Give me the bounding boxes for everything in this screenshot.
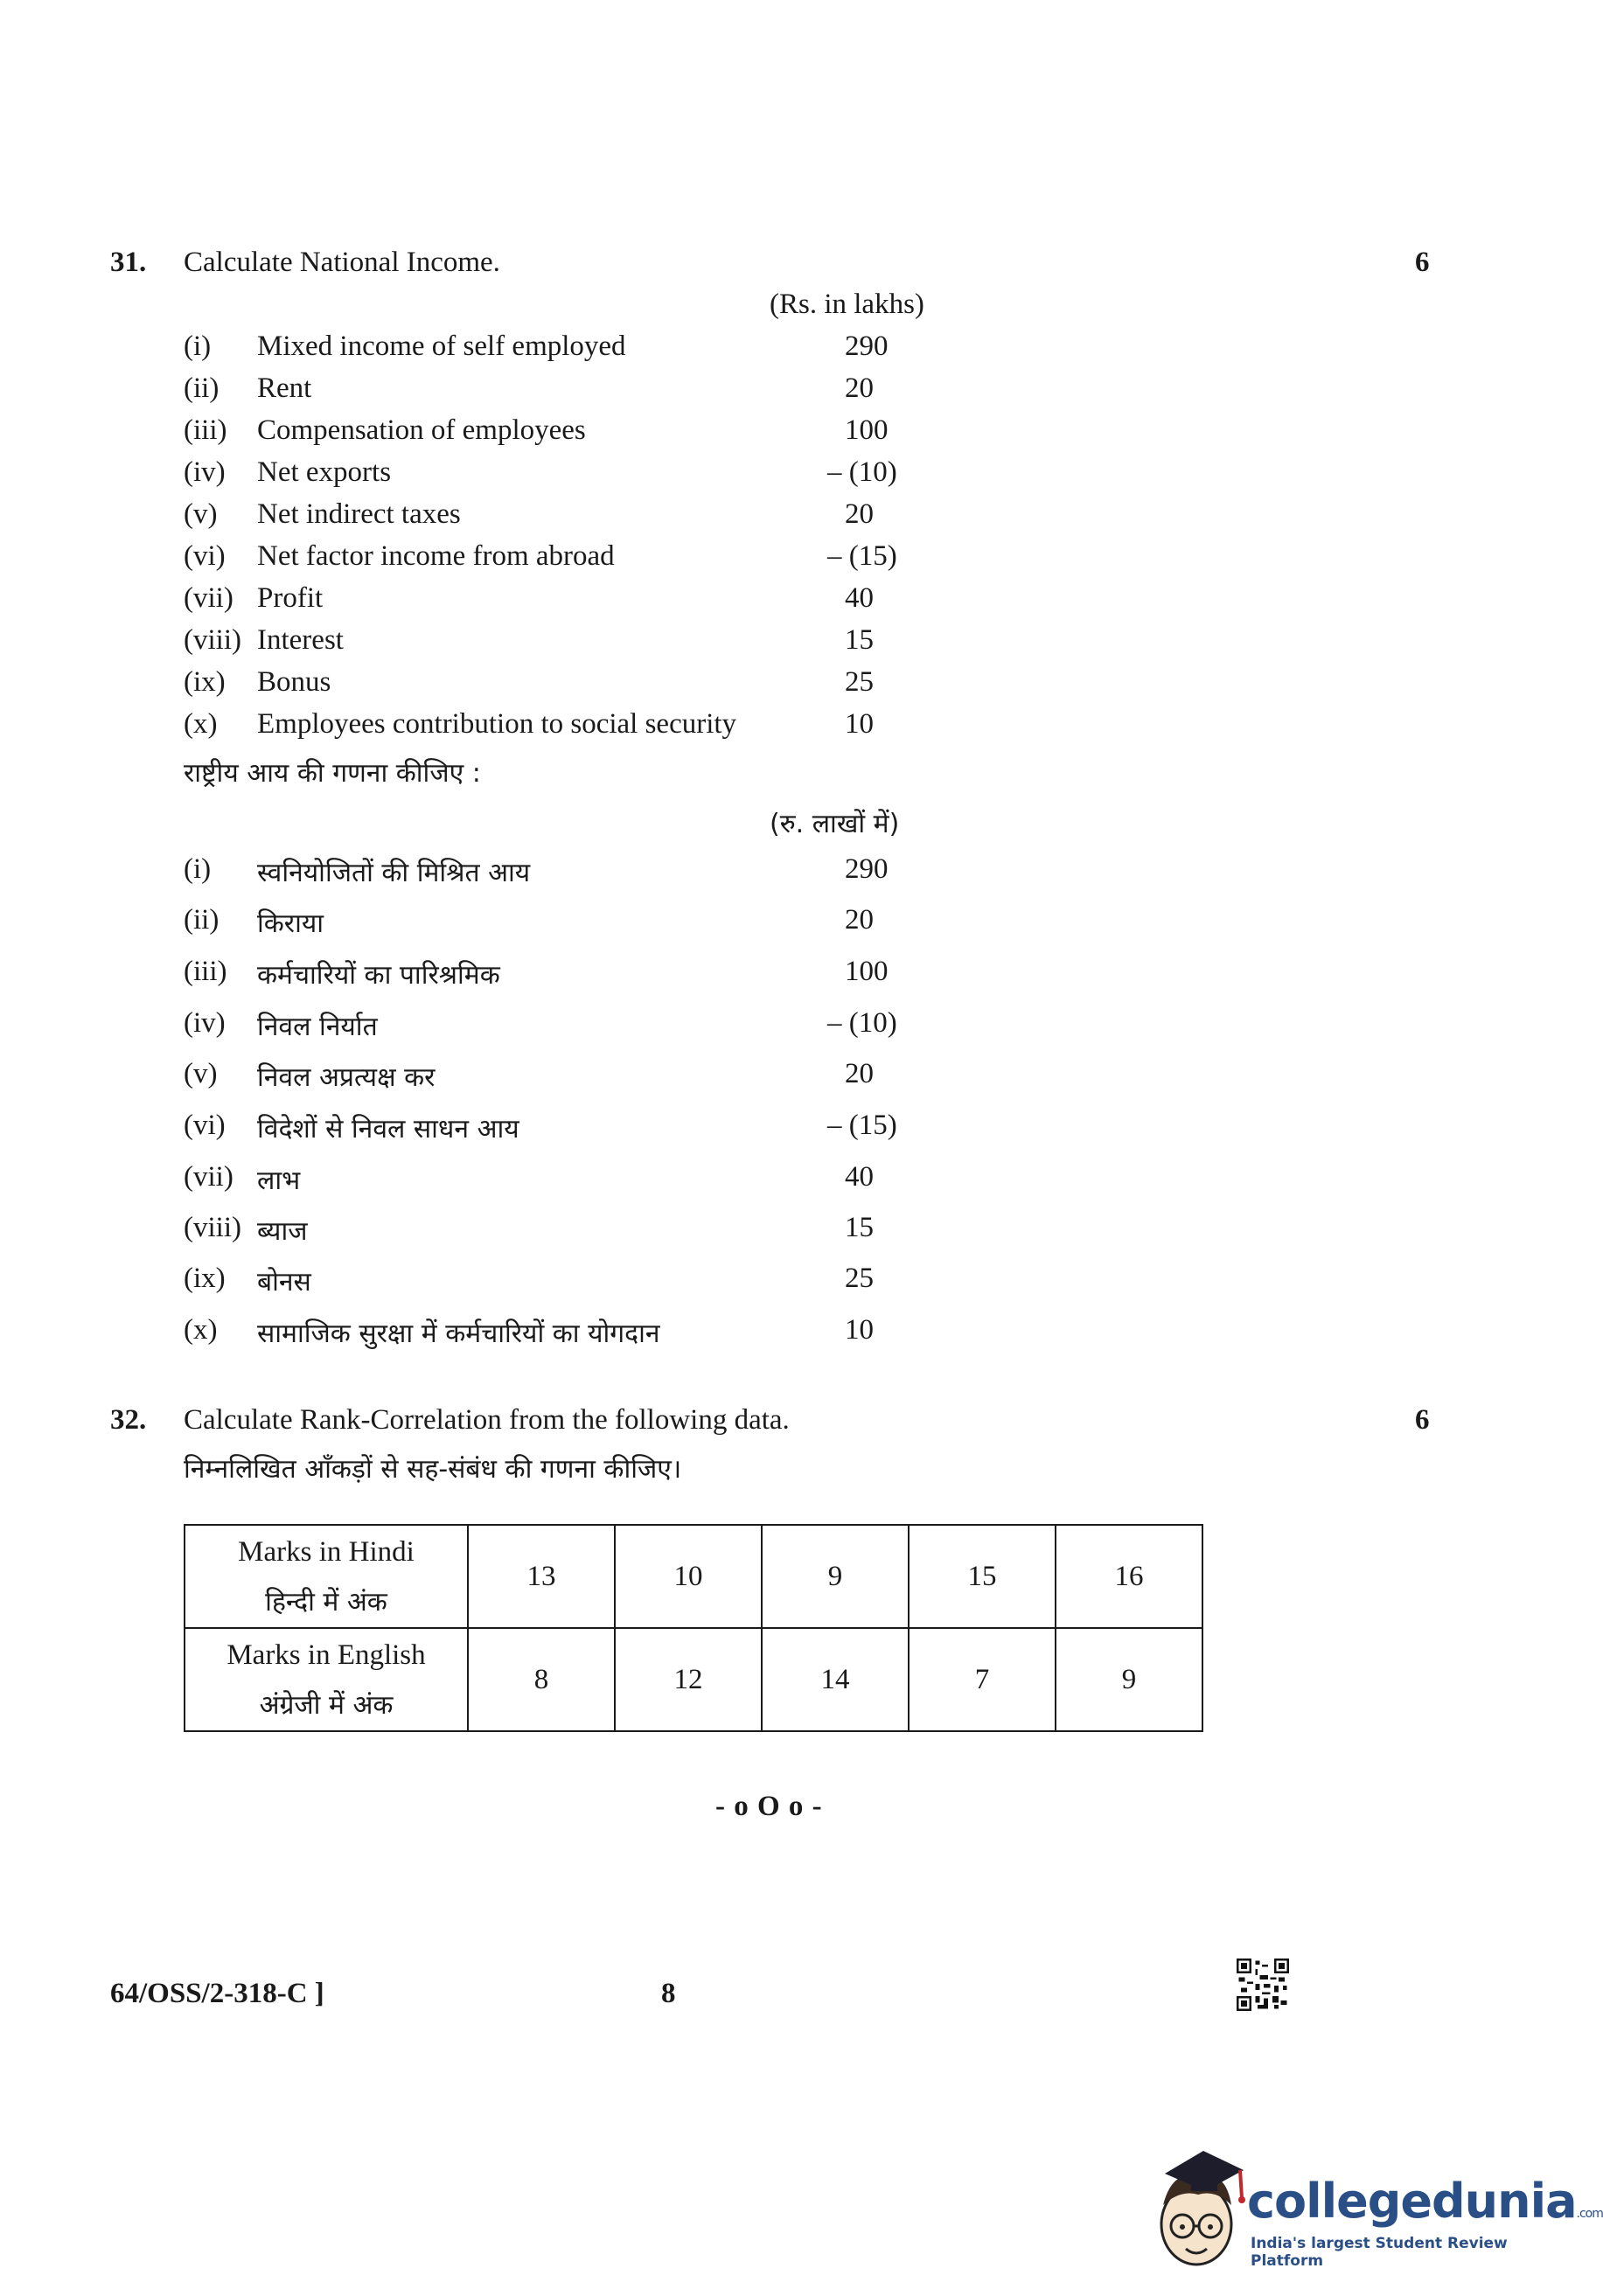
item-value: 290 bbox=[845, 853, 889, 885]
list-item bbox=[0, 1110, 1561, 1151]
list-item bbox=[0, 1212, 1561, 1254]
table-cell: 15 bbox=[909, 1525, 1056, 1628]
item-number: (i) bbox=[184, 853, 212, 885]
table-cell: 7 bbox=[909, 1628, 1056, 1731]
item-number: (vi) bbox=[184, 540, 226, 572]
item-value: – (15) bbox=[827, 540, 897, 572]
item-label: निवल अप्रत्यक्ष कर bbox=[257, 1062, 436, 1093]
logo-wordmark bbox=[1247, 2174, 1603, 2229]
item-label: Net indirect taxes bbox=[257, 498, 461, 530]
row-header-en: Marks in English bbox=[227, 1639, 426, 1672]
end-of-paper-mark: - o O o - bbox=[715, 1791, 823, 1822]
item-number: (iv) bbox=[184, 1007, 226, 1039]
item-label: स्वनियोजितों की मिश्रित आय bbox=[257, 858, 531, 888]
item-label: किराया bbox=[257, 908, 324, 939]
list-item bbox=[0, 1007, 1561, 1049]
item-value: 15 bbox=[845, 1212, 874, 1243]
question-31-number: 31. bbox=[110, 247, 147, 278]
item-label: Profit bbox=[257, 582, 324, 614]
item-label: बोनस bbox=[257, 1267, 311, 1298]
table-row bbox=[185, 1628, 1202, 1731]
list-item bbox=[0, 1058, 1561, 1100]
item-label: Rent bbox=[257, 372, 312, 404]
item-number: (v) bbox=[184, 498, 218, 530]
item-number: (viii) bbox=[184, 1212, 241, 1243]
unit-label-en: (Rs. in lakhs) bbox=[770, 289, 924, 320]
item-label: Compensation of employees bbox=[257, 414, 586, 446]
item-value: 20 bbox=[845, 498, 874, 530]
list-item bbox=[0, 414, 1561, 456]
item-label: Mixed income of self employed bbox=[257, 330, 626, 362]
list-item bbox=[0, 582, 1561, 624]
item-value: 20 bbox=[845, 904, 874, 936]
list-item bbox=[0, 956, 1561, 998]
logo-suffix: .com bbox=[1576, 2207, 1603, 2221]
item-value: 25 bbox=[845, 1263, 874, 1294]
item-label: Net exports bbox=[257, 456, 392, 488]
list-item bbox=[0, 1314, 1561, 1356]
table-cell: 10 bbox=[615, 1525, 762, 1628]
item-number: (ii) bbox=[184, 904, 220, 936]
item-number: (viii) bbox=[184, 624, 241, 656]
table-cell: 13 bbox=[468, 1525, 615, 1628]
item-label: Bonus bbox=[257, 666, 331, 698]
item-value: 25 bbox=[845, 666, 874, 698]
item-value: – (15) bbox=[827, 1110, 897, 1141]
table-cell: 12 bbox=[615, 1628, 762, 1731]
question-31-marks: 6 bbox=[1415, 247, 1430, 278]
list-item bbox=[0, 853, 1561, 895]
item-label: कर्मचारियों का पारिश्रमिक bbox=[257, 960, 500, 991]
item-value: 100 bbox=[845, 956, 889, 987]
list-item bbox=[0, 904, 1561, 946]
item-value: 290 bbox=[845, 330, 889, 362]
row-header bbox=[185, 1628, 468, 1731]
item-label: Net factor income from abroad bbox=[257, 540, 615, 572]
list-item bbox=[0, 666, 1561, 708]
qr-code-icon bbox=[1237, 1959, 1289, 2011]
item-label: निवल निर्यात bbox=[257, 1012, 378, 1042]
item-value: 20 bbox=[845, 372, 874, 404]
row-header-hi: हिन्दी में अंक bbox=[265, 1586, 387, 1618]
item-number: (ix) bbox=[184, 1263, 226, 1294]
item-label: ब्याज bbox=[257, 1216, 308, 1247]
collegedunia-logo bbox=[1146, 2144, 1603, 2275]
list-item bbox=[0, 1263, 1561, 1305]
item-value: 10 bbox=[845, 1314, 874, 1346]
question-32-text-hindi: निम्नलिखित आँकड़ों से सह-संबंध की गणना कीजिए। bbox=[184, 1454, 682, 1485]
list-item bbox=[0, 708, 1561, 750]
item-number: (iii) bbox=[184, 414, 227, 446]
table-cell: 9 bbox=[1056, 1628, 1202, 1731]
paper-code: 64/OSS/2-318-C ] bbox=[110, 1978, 324, 2009]
list-item bbox=[0, 330, 1561, 372]
question-31-text: Calculate National Income. bbox=[184, 247, 500, 278]
item-value: 15 bbox=[845, 624, 874, 656]
item-label: Interest bbox=[257, 624, 344, 656]
item-value: 20 bbox=[845, 1058, 874, 1089]
list-item bbox=[0, 540, 1561, 582]
item-label: विदेशों से निवल साधन आय bbox=[257, 1114, 519, 1145]
list-item bbox=[0, 624, 1561, 666]
student-mascot-icon bbox=[1146, 2144, 1251, 2275]
list-item bbox=[0, 456, 1561, 498]
item-label: सामाजिक सुरक्षा में कर्मचारियों का योगदान bbox=[257, 1318, 660, 1349]
item-number: (v) bbox=[184, 1058, 218, 1089]
unit-label-hi: (रु. लाखों में) bbox=[770, 809, 900, 839]
item-number: (vi) bbox=[184, 1110, 226, 1141]
row-header-hi: अंग्रेजी में अंक bbox=[259, 1689, 394, 1721]
table-cell: 8 bbox=[468, 1628, 615, 1731]
item-label: लाभ bbox=[257, 1165, 301, 1196]
list-item bbox=[0, 1161, 1561, 1203]
row-header-en: Marks in Hindi bbox=[238, 1536, 415, 1569]
list-item bbox=[0, 498, 1561, 540]
marks-table bbox=[184, 1524, 1203, 1732]
item-number: (i) bbox=[184, 330, 212, 362]
item-value: 10 bbox=[845, 708, 874, 740]
table-cell: 9 bbox=[762, 1525, 909, 1628]
item-number: (ii) bbox=[184, 372, 220, 404]
item-value: 40 bbox=[845, 582, 874, 614]
logo-name: collegedunia bbox=[1247, 2174, 1577, 2229]
item-number: (iii) bbox=[184, 956, 227, 987]
list-item bbox=[0, 372, 1561, 414]
item-number: (ix) bbox=[184, 666, 226, 698]
logo-tagline: India's largest Student Review Platform bbox=[1251, 2235, 1508, 2270]
item-number: (vii) bbox=[184, 1161, 233, 1193]
item-label: Employees contribution to social security bbox=[257, 708, 737, 740]
question-31-text-hindi: राष्ट्रीय आय की गणना कीजिए : bbox=[184, 758, 481, 789]
table-cell: 16 bbox=[1056, 1525, 1202, 1628]
item-number: (x) bbox=[184, 708, 218, 740]
item-value: 100 bbox=[845, 414, 889, 446]
table-row bbox=[185, 1525, 1202, 1628]
item-number: (x) bbox=[184, 1314, 218, 1346]
row-header bbox=[185, 1525, 468, 1628]
page-number: 8 bbox=[661, 1978, 676, 2009]
question-32-text: Calculate Rank-Correlation from the following data. bbox=[184, 1404, 790, 1436]
item-number: (vii) bbox=[184, 582, 233, 614]
question-32-marks: 6 bbox=[1415, 1404, 1430, 1436]
question-32-number: 32. bbox=[110, 1404, 147, 1436]
item-value: – (10) bbox=[827, 1007, 897, 1039]
item-value: – (10) bbox=[827, 456, 897, 488]
item-number: (iv) bbox=[184, 456, 226, 488]
table-cell: 14 bbox=[762, 1628, 909, 1731]
item-value: 40 bbox=[845, 1161, 874, 1193]
